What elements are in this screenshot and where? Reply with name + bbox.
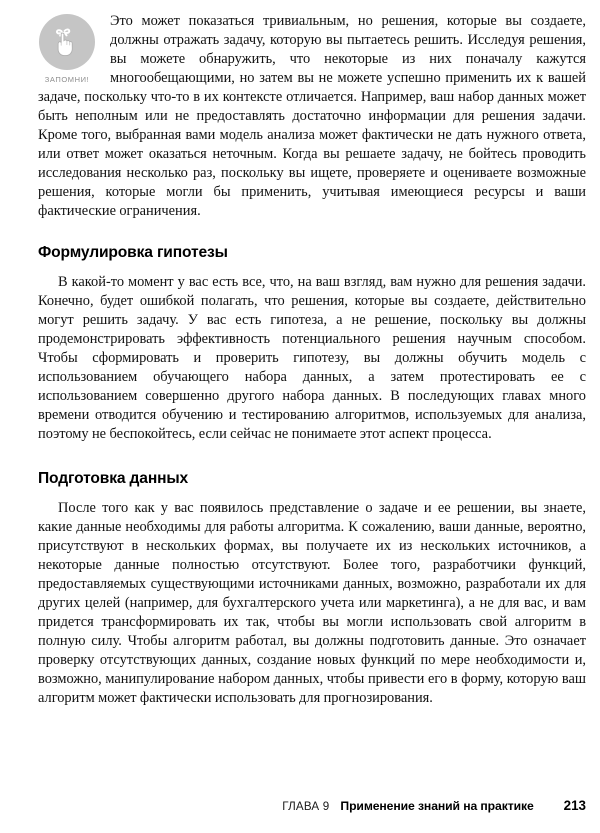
- remember-callout-label: ЗАПОМНИ!: [44, 75, 90, 84]
- body-text-column: [38, 12, 586, 708]
- footer-chapter-title: Применение знаний на практике: [340, 799, 534, 813]
- heading-hypothesis: Формулировка гипотезы: [38, 243, 228, 261]
- paragraph-intro: Это может показаться тривиальным, но решения, которые вы создаете, должны отражать задачу, которую вы пытаетесь решить. Исследуя решения, вы можете обнаружить, что некоторые из них поначалу кажутся многообещающими, но затем вы не можете успешно применить их к вашей задаче, поскольку что-то в их контексте отличается. Например, ваш набор данных может быть неполным или не предоставлять достаточно информации для решения задачи. Кроме того, выбранная вами модель анализа может фактически не дать нужного ответа, или ответ может оказаться неточным. Когда вы решаете задачу, не бойтесь проводить исследования несколько раз, поскольку вы ищете, проверяете и оцениваете возможные решения, которые могли бы применить, учитывая имеющиеся ресурсы и ваши фактические ограничения.: [38, 13, 586, 220]
- spacer: [38, 222, 586, 244]
- icon-text-wrap-spacer: [38, 12, 110, 88]
- footer-chapter-label: ГЛАВА 9: [282, 800, 330, 813]
- paragraph-data-preparation: После того как у вас появилось представление о задаче и ее решении, вы знаете, какие данные необходимы для работы алгоритма. К сожалению, ваши данные, вероятно, присутствуют в нескольких формах, вы получаете их из нескольких источников, а некоторые данные полностью отсутствуют. Более того, разработчики функций, предоставляемых существующими источниками данных, возможно, разработали их для других целей (например, для бухгалтерского учета или маркетинга), а не для вас, и вам придется трансформировать их так, чтобы вы могли использовать свой алгоритм в полную силу. Чтобы алгоритм работал, вы должны подготовить данные. Это означает проверку отсутствующих данных, создание новых функций по мере необходимости и, возможно, манипулирование набором данных, чтобы привести его в форму, которую ваш алгоритм может фактически использовать для прогнозирования.: [38, 499, 586, 707]
- spacer: [38, 488, 586, 499]
- heading-data-preparation: Подготовка данных: [38, 469, 189, 487]
- page-footer: [38, 798, 586, 820]
- spacer: [38, 262, 586, 273]
- paragraph-hypothesis: В какой-то момент у вас есть все, что, на ваш взгляд, вам нужно для решения задачи. Конечно, будет ошибкой полагать, что решения, которые вы создаете, действительно могут решить задачу. У вас есть гипотеза, а не решение, поскольку вы должны продемонстрировать эффективность потенциального решения научным способом. Чтобы сформировать и проверить гипотезу, вы должны обучить модель с использованием обучающего набора данных, а затем протестировать ее с использованием совершенно другого набора данных. В последующих главах много времени отводится обучению и тестированию алгоритмов, используемых для анализа, поэтому не беспокойтесь, если сейчас не понимаете этот аспект процесса.: [38, 273, 586, 442]
- spacer: [38, 444, 586, 470]
- page-number: 213: [563, 798, 586, 813]
